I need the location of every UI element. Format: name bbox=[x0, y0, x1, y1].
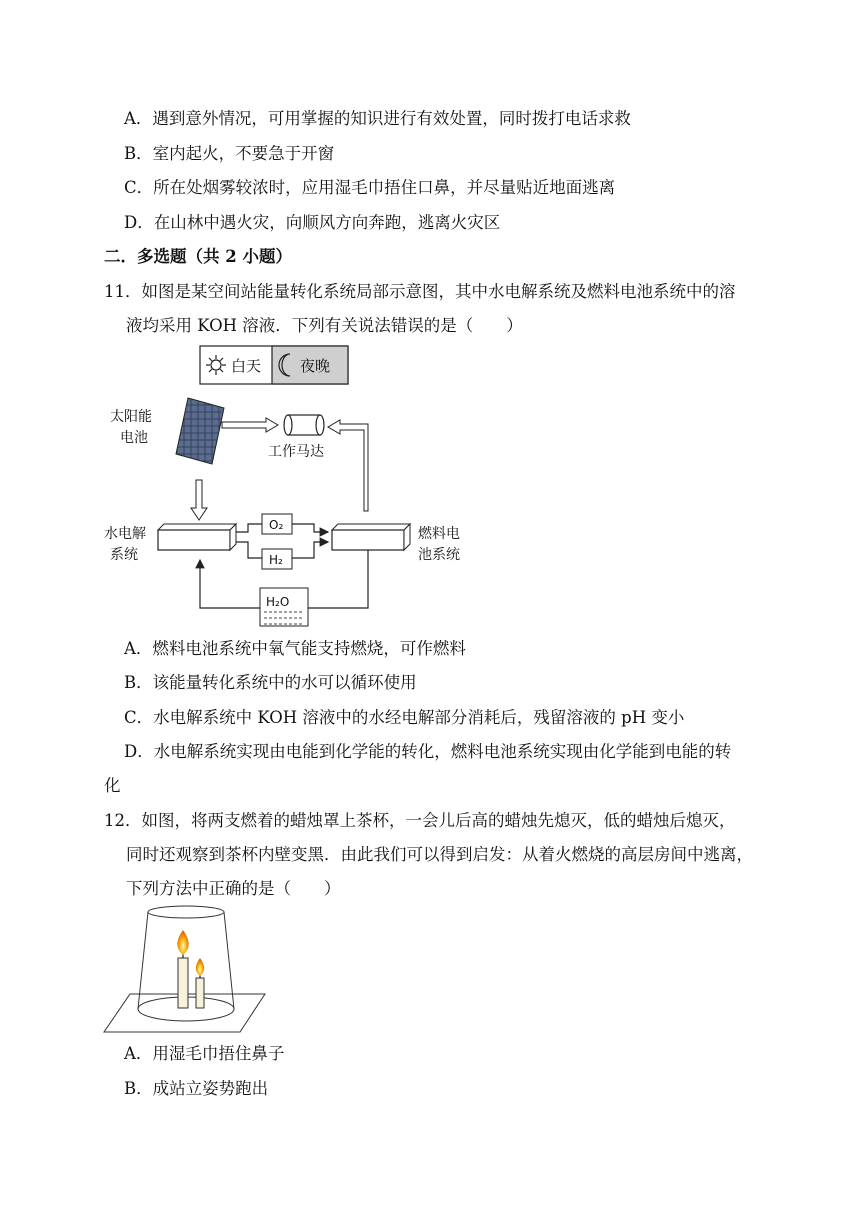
day-night-indicator bbox=[200, 346, 348, 384]
tall-candle-icon bbox=[177, 930, 188, 1008]
candle-diagram bbox=[100, 902, 270, 1038]
motor-icon bbox=[284, 415, 324, 435]
q12-option-a: A．用湿毛巾捂住鼻子 bbox=[124, 1044, 285, 1063]
q11-option-d-line1: D．水电解系统实现由电能到化学能的转化，燃料电池系统实现由化学能到电能的转 bbox=[124, 742, 732, 761]
electrolysis-label-2: 系统 bbox=[110, 547, 138, 563]
h2o-label: H₂O bbox=[266, 595, 290, 609]
q11-option-d-line2: 化 bbox=[104, 776, 121, 795]
q11-option-a: A．燃料电池系统中氧气能支持燃烧，可作燃料 bbox=[124, 639, 466, 658]
q10-option-d: D．在山林中遇火灾，向顺风方向奔跑，逃离火灾区 bbox=[124, 213, 501, 232]
q12-stem-line1: 12．如图，将两支燃着的蜡烛罩上茶杯，一会儿后高的蜡烛先熄灭，低的蜡烛后熄灭， bbox=[104, 811, 736, 830]
night-label: 夜晚 bbox=[300, 357, 331, 375]
solar-label-1: 太阳能 bbox=[110, 409, 152, 425]
motor-label: 工作马达 bbox=[268, 444, 324, 460]
q10-option-a: A．遇到意外情况，可用掌握的知识进行有效处置，同时拨打电话求救 bbox=[124, 109, 631, 128]
q11-option-c: C．水电解系统中 KOH 溶液中的水经电解部分消耗后，残留溶液的 pH 变小 bbox=[124, 708, 685, 727]
q10-option-b: B．室内起火，不要急于开窗 bbox=[124, 144, 335, 163]
q12-stem-line2: 同时还观察到茶杯内壁变黑．由此我们可以得到启发：从着火燃烧的高层房间中逃离， bbox=[126, 845, 753, 864]
electrolysis-box bbox=[158, 524, 236, 550]
short-candle-icon bbox=[196, 958, 204, 1008]
q11-option-b: B．该能量转化系统中的水可以循环使用 bbox=[124, 673, 417, 692]
o2-label: O₂ bbox=[269, 518, 284, 532]
q12-option-b: B．成站立姿势跑出 bbox=[124, 1079, 269, 1098]
solar-panel-icon bbox=[176, 398, 224, 464]
q12-stem-line3: 下列方法中正确的是（ ） bbox=[126, 879, 341, 898]
h2-label: H₂ bbox=[269, 553, 283, 567]
q10-option-c: C．所在处烟雾较浓时，应用湿毛巾捂住口鼻，并尽量贴近地面逃离 bbox=[124, 178, 616, 197]
electrolysis-label-1: 水电解 bbox=[104, 526, 146, 542]
section-heading: 二．多选题（共 2 小题） bbox=[104, 247, 292, 266]
q11-stem-line2: 液均采用 KOH 溶液．下列有关说法错误的是（ ） bbox=[126, 316, 523, 335]
q11-stem-line1: 11．如图是某空间站能量转化系统局部示意图，其中水电解系统及燃料电池系统中的溶 bbox=[104, 282, 736, 301]
fuelcell-label-1: 燃料电 bbox=[418, 526, 460, 542]
fuelcell-label-2: 池系统 bbox=[418, 547, 460, 563]
energy-system-diagram bbox=[100, 342, 480, 632]
fuelcell-box bbox=[332, 524, 410, 550]
day-label: 白天 bbox=[231, 357, 262, 375]
solar-label-2: 电池 bbox=[120, 430, 148, 446]
